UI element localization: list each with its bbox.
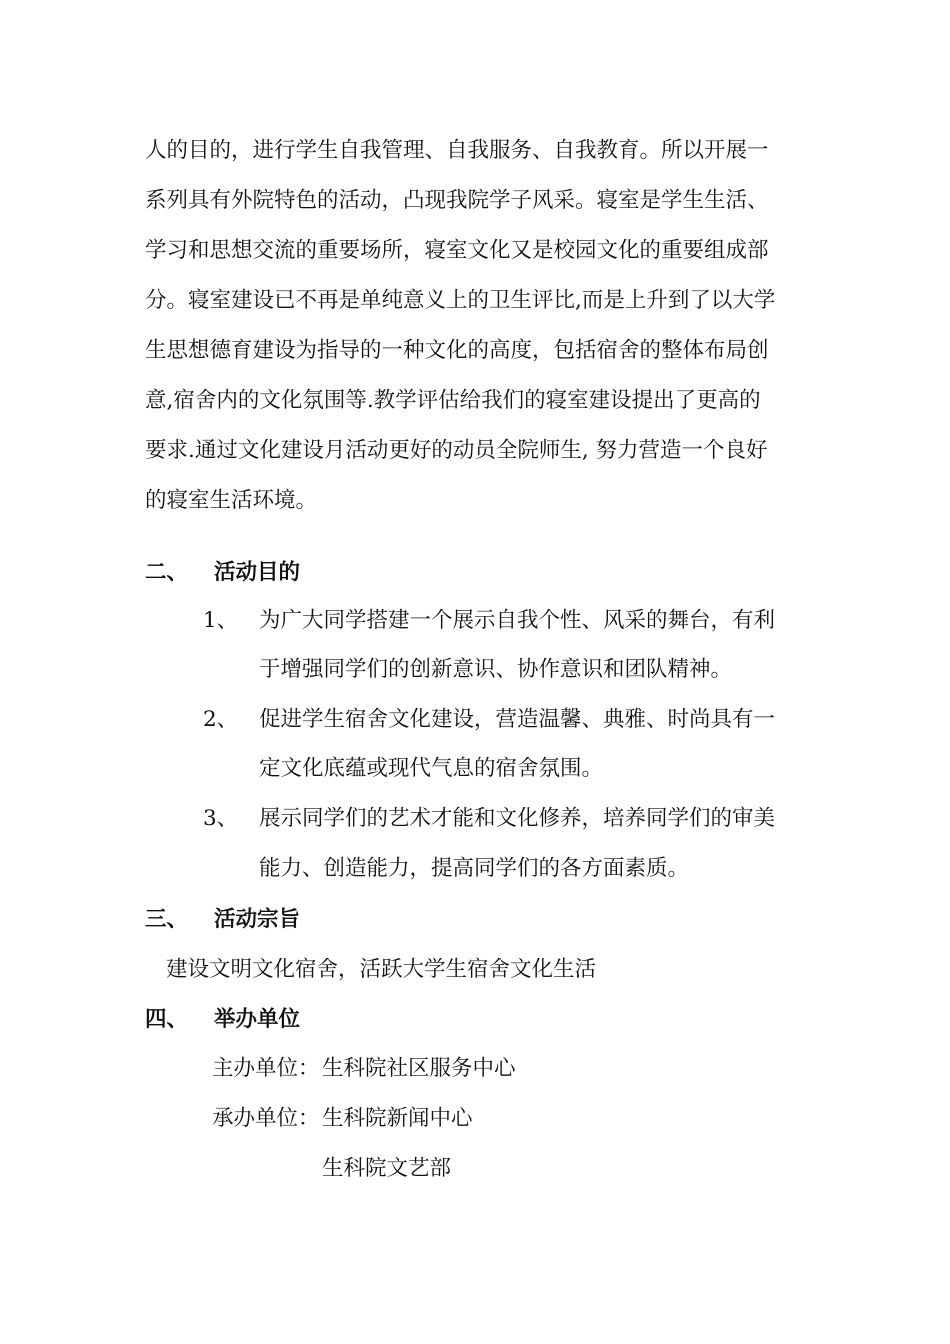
section4-title: 举办单位 xyxy=(214,1007,301,1032)
section3-title: 活动宗旨 xyxy=(214,907,301,932)
intro-line-8: 的寝室生活环境。 xyxy=(145,488,318,513)
host-label: 主办单位： xyxy=(212,1056,320,1081)
section2-number: 二、 xyxy=(145,560,189,585)
organizer-value-1: 生科院新闻中心 xyxy=(322,1106,473,1131)
intro-line-2: 系列具有外院特色的活动，凸现我院学子风采。寝室是学生生活、 xyxy=(145,188,769,213)
section2-title: 活动目的 xyxy=(214,560,301,585)
intro-line-1: 人的目的，进行学生自我管理、自我服务、自我教育。所以开展一 xyxy=(145,138,769,163)
intro-line-7: 要求.通过文化建设月活动更好的动员全院师生, 努力营造一个良好 xyxy=(145,438,768,463)
section3-number: 三、 xyxy=(145,907,189,932)
host-value: 生科院社区服务中心 xyxy=(322,1056,516,1081)
section2-item-2-number: 2、 xyxy=(203,707,239,732)
intro-line-3: 学习和思想交流的重要场所，寝室文化又是校园文化的重要组成部 xyxy=(145,238,769,263)
intro-line-5: 生思想德育建设为指导的一种文化的高度，包括宿舍的整体布局创 xyxy=(145,338,769,363)
intro-line-4: 分。寝室建设已不再是单纯意义上的卫生评比,而是上升到了以大学 xyxy=(145,288,776,313)
section2-item-1-line-2: 于增强同学们的创新意识、协作意识和团队精神。 xyxy=(259,657,733,682)
section2-item-3-line-1: 展示同学们的艺术才能和文化修养，培养同学们的审美 xyxy=(259,806,776,831)
section2-item-3-number: 3、 xyxy=(203,806,239,831)
section2-item-2-line-2: 定文化底蕴或现代气息的宿舍氛围。 xyxy=(259,756,604,781)
section4-number: 四、 xyxy=(145,1007,189,1032)
section3-text: 建设文明文化宿舍，活跃大学生宿舍文化生活 xyxy=(166,957,597,982)
section2-item-2-line-1: 促进学生宿舍文化建设，营造温馨、典雅、时尚具有一 xyxy=(259,707,776,732)
section2-item-1-line-1: 为广大同学搭建一个展示自我个性、风采的舞台，有利 xyxy=(259,608,776,633)
section2-item-1-number: 1、 xyxy=(203,608,239,633)
organizer-value-2: 生科院文艺部 xyxy=(322,1156,452,1181)
intro-line-6: 意,宿舍内的文化氛围等.教学评估给我们的寝室建设提出了更高的 xyxy=(145,388,761,413)
organizer-label: 承办单位： xyxy=(212,1106,320,1131)
section2-item-3-line-2: 能力、创造能力，提高同学们的各方面素质。 xyxy=(259,856,690,881)
